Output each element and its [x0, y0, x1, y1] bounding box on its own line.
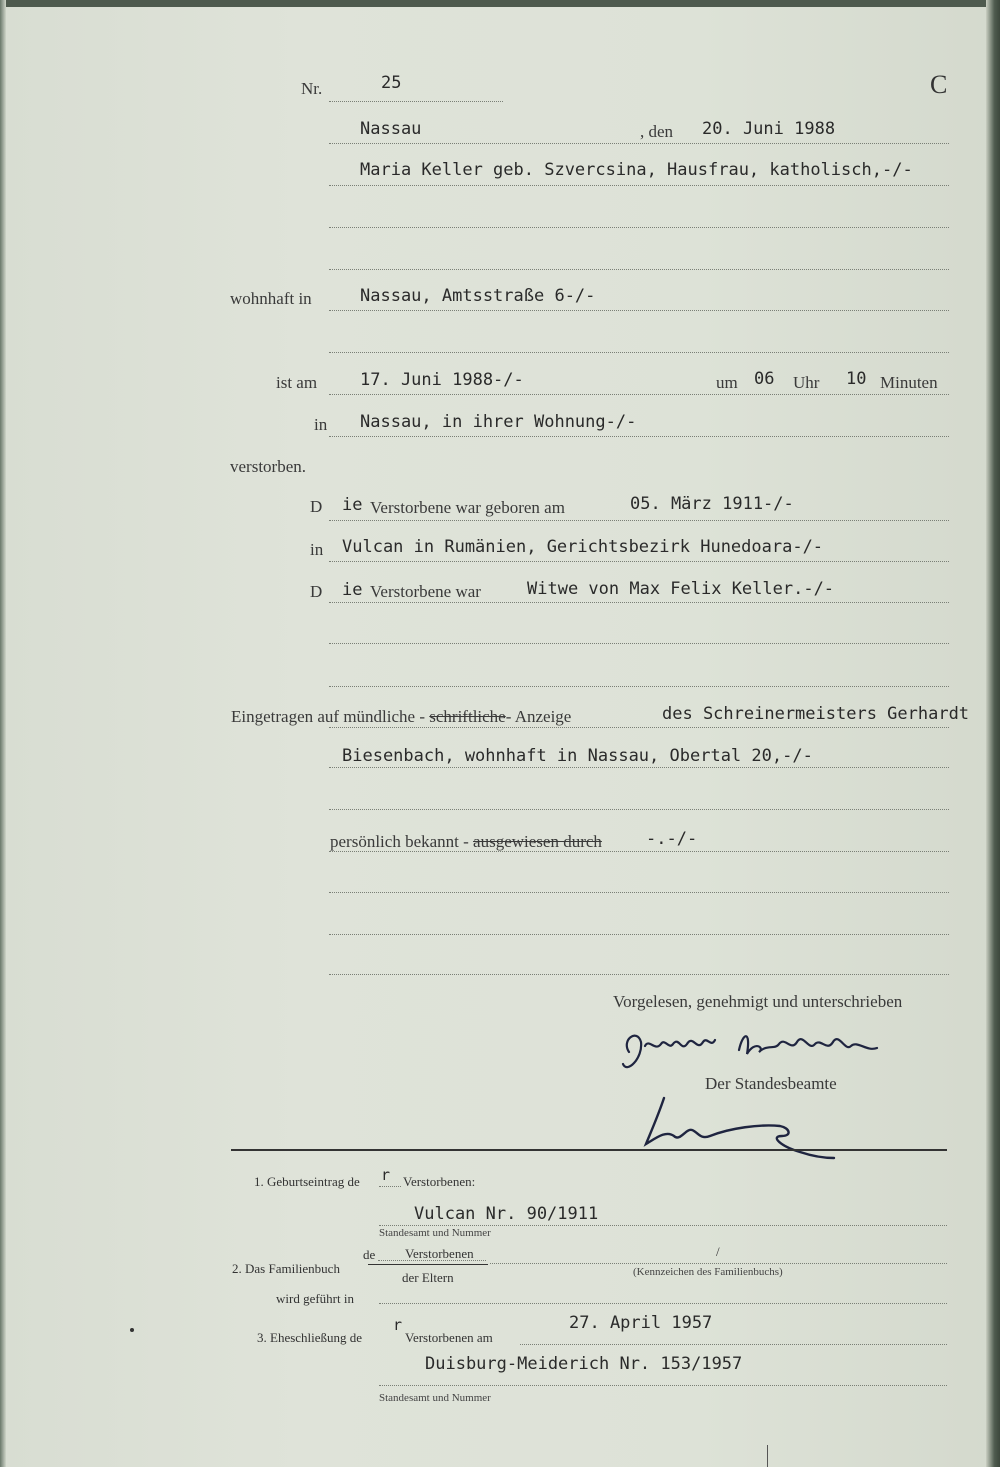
item3-date: 27. April 1957 [569, 1313, 713, 1333]
rule-residence2 [329, 352, 949, 353]
birth-place-label: in [310, 540, 324, 559]
residence-label: wohnhaft in [230, 289, 312, 308]
registration-label-struck: schriftliche [429, 707, 506, 726]
office-number-caption: Standesamt und Nummer [379, 1227, 491, 1239]
rule-item2 [490, 1263, 947, 1264]
read-approved-text: Vorgelesen, genehmigt und unterschrieben [613, 992, 903, 1011]
registration-label-prefix: Eingetragen auf mündliche - [231, 707, 426, 726]
birth-place: Vulcan in Rumänien, Gerichtsbezirk Hunedoara-/- [342, 537, 824, 557]
birth-d-letter: D [310, 497, 323, 516]
rule-informant2 [329, 767, 949, 768]
minuten-label: Minuten [880, 373, 938, 392]
known-prefix: persönlich bekannt - [330, 832, 469, 851]
birth-date: 05. März 1911-/- [630, 494, 794, 514]
item2-de: de [363, 1247, 376, 1262]
rule-birth-place [329, 561, 949, 562]
status-label: Verstorbene war [370, 582, 481, 601]
item3-value: Duisburg-Meiderich Nr. 153/1957 [425, 1354, 743, 1374]
ink-dot [130, 1328, 134, 1332]
rule-known3 [329, 934, 949, 935]
rule-reporter1 [329, 185, 949, 186]
rule-status3 [329, 686, 949, 687]
residence-value: Nassau, Amtsstraße 6-/- [360, 286, 596, 306]
nr-label: Nr. [301, 79, 323, 98]
item1-fill: r [381, 1166, 391, 1184]
uhr-label: Uhr [793, 373, 820, 392]
item1-suffix: Verstorbenen: [403, 1174, 476, 1189]
rule-death-place [329, 436, 949, 437]
status-d-letter: D [310, 582, 323, 601]
office-number-caption-2: Standesamt und Nummer [379, 1392, 491, 1404]
death-place-label: in [314, 415, 328, 434]
status-fill: ie [342, 580, 363, 600]
rule-item3 [379, 1385, 947, 1386]
informant-line2: Biesenbach, wohnhaft in Nassau, Obertal 20,-/- [342, 746, 813, 766]
item2-slash: / [716, 1244, 720, 1259]
rule-item2-kept [379, 1303, 947, 1304]
item1-value: Vulcan Nr. 90/1911 [414, 1204, 599, 1224]
item2-caption: (Kennzeichen des Familienbuchs) [633, 1266, 783, 1278]
death-date: 17. Juni 1988-/- [360, 370, 524, 390]
rule-residence1 [329, 310, 949, 311]
death-date-label: ist am [276, 373, 318, 392]
known-fill: -.-/- [646, 829, 698, 849]
nr-rule [329, 101, 503, 102]
rule-item1 [379, 1225, 947, 1226]
page-top-edge [0, 0, 1000, 7]
death-hour: 06 [754, 369, 775, 389]
informant-signature [615, 1018, 895, 1080]
gutter-mark [767, 1445, 768, 1467]
rule-status2 [329, 643, 949, 644]
birth-fill: ie [342, 495, 363, 515]
rule-informant1 [329, 727, 949, 728]
rule-reporter3 [329, 269, 949, 270]
rule-informant3 [329, 809, 949, 810]
registration-label [231, 707, 571, 727]
item1-fill-rule [379, 1186, 401, 1187]
birth-label: Verstorbene war geboren am [370, 498, 565, 517]
death-minute: 10 [846, 369, 867, 389]
item3-fill: r [393, 1316, 403, 1334]
footer-divider [231, 1149, 947, 1151]
item2-option1-rule [378, 1260, 486, 1261]
rule-known2 [329, 892, 949, 893]
item2-fraction-bar [368, 1264, 488, 1265]
rule-status1 [329, 602, 949, 603]
reporter-line1: Maria Keller geb. Szvercsina, Hausfrau, katholisch,-/- [360, 160, 913, 180]
item1-label: 1. Geburtseintrag de [254, 1174, 360, 1189]
registration-label-suffix: - Anzeige [505, 707, 572, 726]
date-label: , den [640, 122, 674, 141]
item2-option1: Verstorbenen [405, 1246, 474, 1261]
item2-option2: der Eltern [402, 1270, 454, 1285]
rule-known1 [329, 851, 949, 852]
nr-value: 25 [381, 73, 402, 93]
header-place: Nassau [360, 119, 422, 139]
registrar-label: Der Standesbeamte [705, 1074, 837, 1093]
rule-death-date [329, 394, 949, 395]
um-label: um [716, 373, 738, 392]
item3-suffix: Verstorbenen am [405, 1330, 493, 1345]
rule-reporter2 [329, 227, 949, 228]
item2-kept: wird geführt in [276, 1291, 354, 1306]
header-date: 20. Juni 1988 [702, 119, 836, 139]
item2-label: 2. Das Familienbuch [232, 1261, 340, 1276]
verstorben-label: verstorben. [230, 457, 307, 476]
rule-date [329, 143, 949, 144]
page-left-edge [0, 0, 6, 1467]
rule-birth-date [329, 520, 949, 521]
rule-known4 [329, 974, 949, 975]
rule-item3-date [520, 1344, 947, 1345]
item3-label: 3. Eheschließung de [257, 1330, 363, 1345]
known-label [330, 832, 602, 852]
status-value: Witwe von Max Felix Keller.-/- [527, 579, 835, 599]
known-struck: ausgewiesen durch [473, 832, 602, 851]
registrar-signature [640, 1090, 840, 1166]
informant-line1: des Schreinermeisters Gerhardt [662, 704, 970, 724]
series-letter: C [930, 70, 948, 99]
death-place: Nassau, in ihrer Wohnung-/- [360, 412, 637, 432]
page-binding-edge [986, 0, 1000, 1467]
